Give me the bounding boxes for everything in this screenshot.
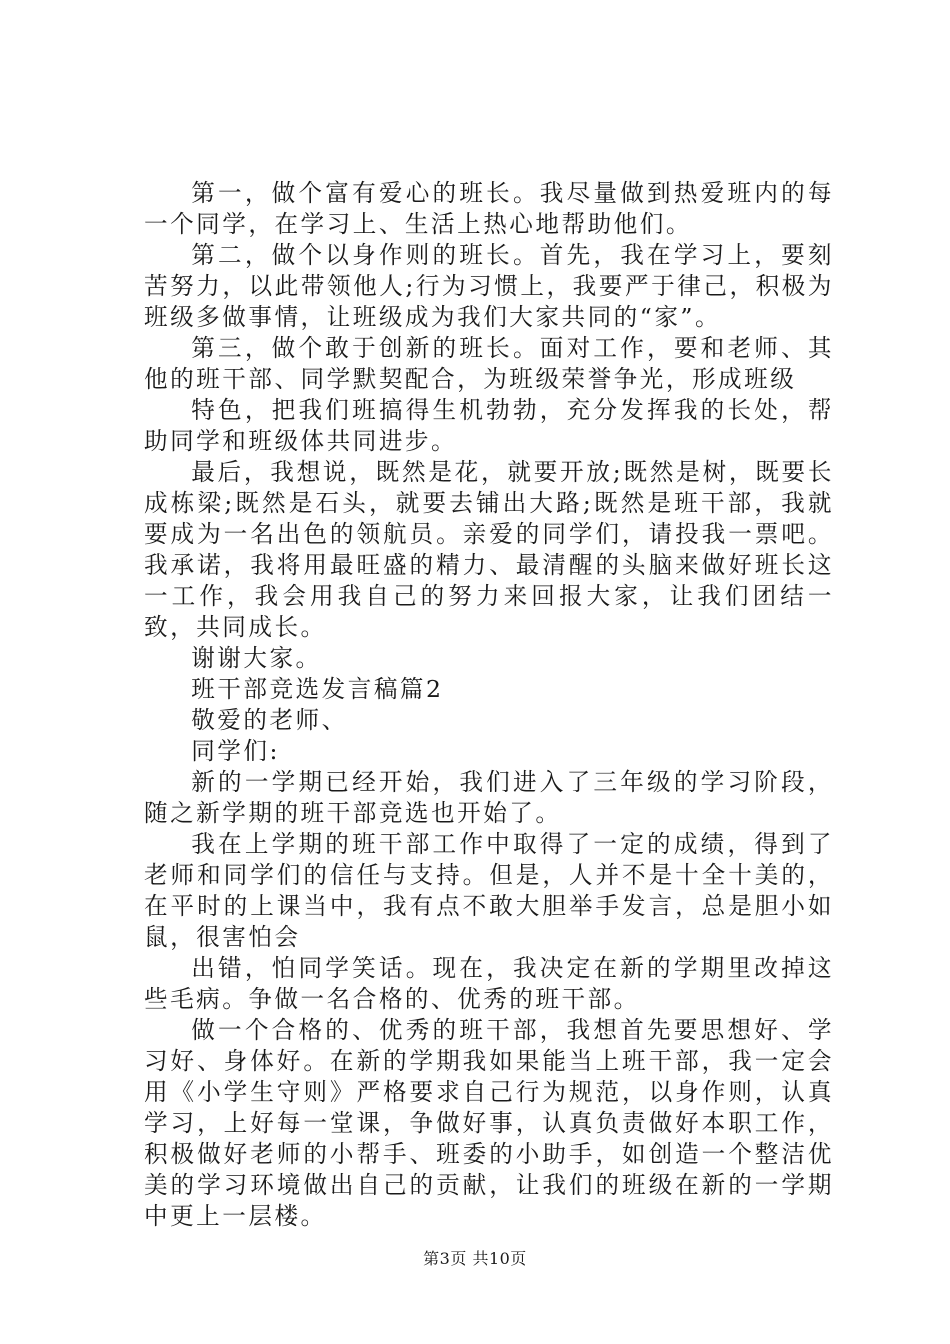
paragraph-9: 出错，怕同学笑话。现在，我决定在新的学期里改掉这些毛病。争做一名合格的、优秀的班干部。 (144, 954, 834, 1013)
paragraph-1: 第一，做个富有爱心的班长。我尽量做到热爱班内的每一个同学，在学习上、生活上热心地帮助他们。 (144, 179, 834, 238)
page-number-footer: 第3页 共10页 (423, 1249, 527, 1268)
salutation-line-1: 敬爱的老师、 (191, 706, 348, 734)
paragraph-4: 特色，把我们班搞得生机勃勃，充分发挥我的长处，帮助同学和班级体共同进步。 (144, 396, 834, 455)
paragraph-5: 最后，我想说，既然是花，就要开放;既然是树，既要长成栋梁;既然是石头，就要去铺出大路;既然是班干部，我就要成为一名出色的领航员。亲爱的同学们，请投我一票吧。我承诺，我将用最旺盛的精力、最清醒的头脑来做好班长这一工作，我会用我自己的努力来回报大家，让我们团结一致，共同成长。 (144, 458, 834, 641)
paragraph-7: 新的一学期已经开始，我们进入了三年级的学习阶段，随之新学期的班干部竞选也开始了。 (144, 768, 834, 827)
paragraph-3: 第三，做个敢于创新的班长。面对工作，要和老师、其他的班干部、同学默契配合，为班级荣誉争光，形成班级 (144, 334, 834, 393)
section-heading: 班干部竞选发言稿篇2 (191, 675, 444, 703)
paragraph-8: 我在上学期的班干部工作中取得了一定的成绩，得到了老师和同学们的信任与支持。但是，人并不是十全十美的，在平时的上课当中，我有点不敢大胆举手发言，总是胆小如鼠，很害怕会 (144, 830, 834, 951)
paragraph-6: 谢谢大家。 (191, 644, 322, 672)
document-body (144, 178, 834, 1232)
paragraph-10: 做一个合格的、优秀的班干部，我想首先要思想好、学习好、身体好。在新的学期我如果能当上班干部，我一定会用《小学生守则》严格要求自己行为规范，以身作则，认真学习，上好每一堂课，争做好事，认真负责做好本职工作，积极做好老师的小帮手、班委的小助手，如创造一个整洁优美的学习环境做出自己的贡献，让我们的班级在新的一学期中更上一层楼。 (144, 1016, 834, 1230)
salutation-line-2: 同学们: (191, 737, 280, 765)
paragraph-2: 第二，做个以身作则的班长。首先，我在学习上，要刻苦努力，以此带领他人;行为习惯上，我要严于律己，积极为班级多做事情，让班级成为我们大家共同的“家”。 (144, 241, 834, 331)
